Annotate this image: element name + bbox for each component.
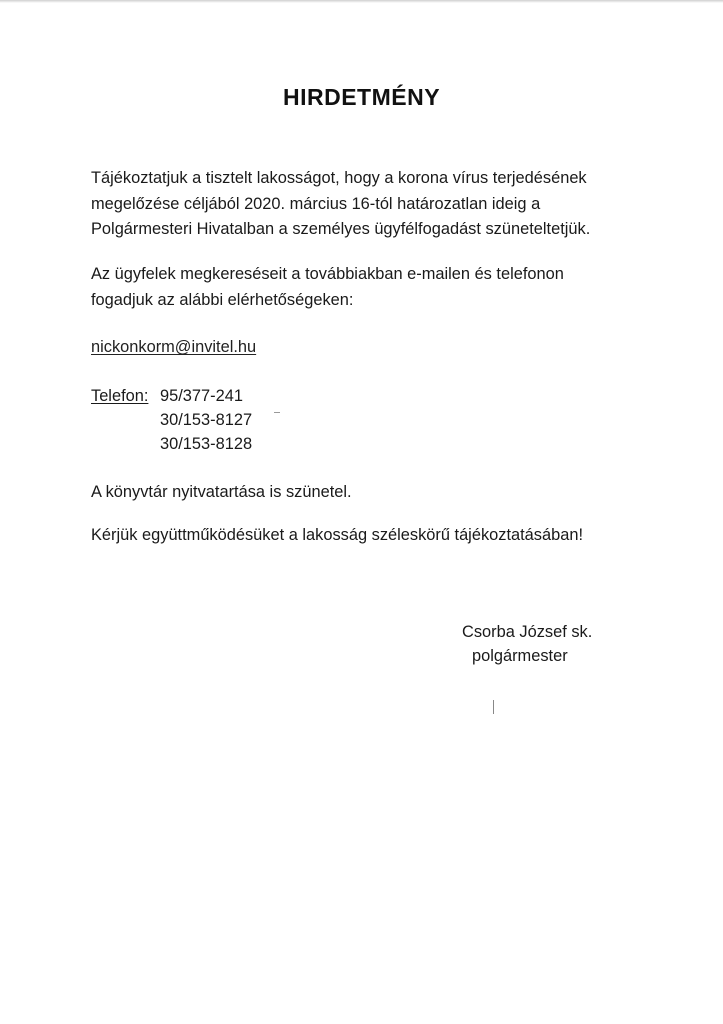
intro-line: megelőzése céljából 2020. március 16-tól határozatlan ideig a (91, 194, 541, 213)
contact-line: fogadjuk az alábbi elérhetőségeken: (91, 290, 354, 309)
intro-paragraph (91, 166, 590, 243)
notice-title: HIRDETMÉNY (282, 84, 441, 110)
library-note: A könyvtár nyitvatartása is szünetel. (91, 483, 352, 501)
signature-block (462, 620, 592, 668)
scan-mark (274, 412, 280, 413)
phone-number: 30/153-8127 (160, 411, 253, 429)
signature-name: Csorba József sk. (462, 623, 593, 641)
signature-title: polgármester (472, 647, 568, 665)
phone-number: 30/153-8128 (160, 435, 253, 453)
intro-line: Tájékoztatjuk a tisztelt lakosságot, hogy a korona vírus terjedésének (91, 169, 587, 187)
contact-paragraph (91, 262, 564, 313)
email-link[interactable]: nickonkorm@invitel.hu (91, 338, 257, 356)
scan-edge (0, 0, 723, 3)
phone-list (160, 384, 252, 456)
contact-line: Az ügyfelek megkereséseit a továbbiakban e-mailen és telefonon (91, 265, 564, 283)
intro-line: Polgármesteri Hivatalban a személyes ügyfélfogadást szüneteltetjük. (91, 220, 591, 238)
phone-label: Telefon: (91, 387, 149, 405)
pen-mark (493, 700, 494, 714)
request-text: Kérjük együttműködésüket a lakosság széleskörű tájékoztatásában! (91, 526, 583, 544)
phone-number: 95/377-241 (160, 387, 243, 405)
